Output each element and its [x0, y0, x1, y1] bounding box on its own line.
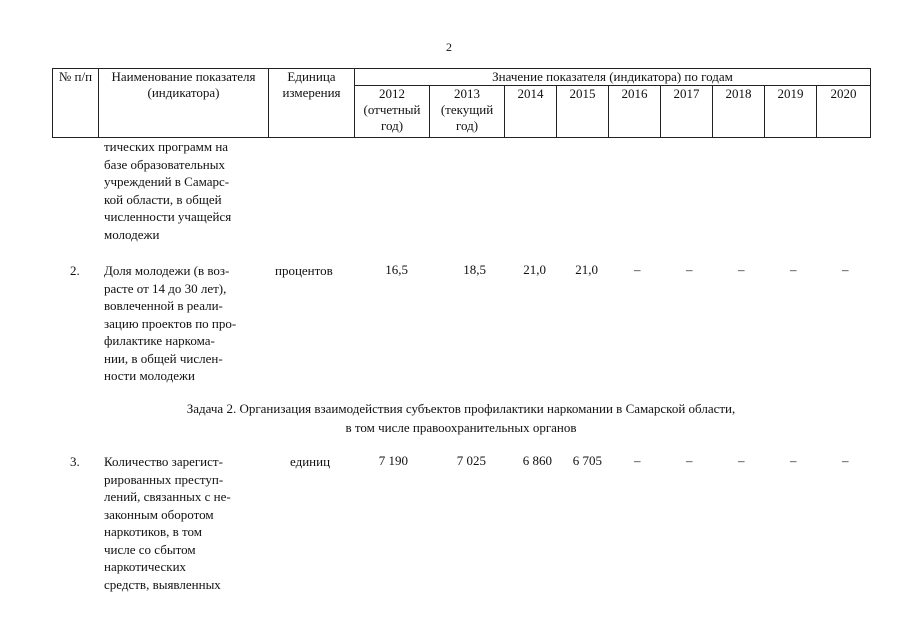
row3-value-2020: – [842, 453, 849, 468]
row2-indicator-name: Доля молодежи (в воз- расте от 14 до 30 лет), вовлеченной в реали- зацию проектов по про- филактике наркома- нии, в общей числен- ности молодежи [104, 263, 237, 383]
row3-value-2016: – [634, 453, 641, 468]
header-values-title: Значение показателя (индикатора) по годам [355, 69, 871, 86]
row2-value-2017: – [686, 262, 693, 277]
header-name: Наименование показателя (индикатора) [99, 69, 269, 138]
row3-value-2018: – [738, 453, 745, 468]
continued-indicator-name: тических программ на базе образовательных учреждений в Самарс- кой области, в общей численности учащейся молодежи [104, 139, 232, 242]
row3-unit: единиц [290, 454, 331, 469]
row2-value-2013: 18,5 [463, 262, 486, 277]
row2-value-2016: – [634, 262, 641, 277]
row3-number: 3. [70, 454, 80, 469]
header-year-2017: 2017 [661, 86, 713, 138]
header-year-2012: 2012 (отчетный год) [355, 86, 430, 138]
row3-indicator-name: Количество зарегист- рированных преступ- лений, связанных с не- законным оборотом наркотиков, в том числе со сбытом наркотических средств, выявленных [104, 454, 231, 592]
row3-value-2013: 7 025 [456, 453, 486, 468]
page-number: 2 [446, 40, 452, 54]
header-year-2019: 2019 [765, 86, 817, 138]
header-year-2016: 2016 [609, 86, 661, 138]
row2-value-2012: 16,5 [385, 262, 408, 277]
row3-value-2019: – [790, 453, 797, 468]
header-unit: Единица измерения [269, 69, 355, 138]
row2-value-2014: 21,0 [523, 262, 546, 277]
indicator-table-header [52, 68, 871, 138]
header-year-2015: 2015 [557, 86, 609, 138]
row2-value-2020: – [842, 262, 849, 277]
header-number: № п/п [53, 69, 99, 138]
header-year-2018: 2018 [713, 86, 765, 138]
row3-value-2017: – [686, 453, 693, 468]
task2-heading: Задача 2. Организация взаимодействия субъектов профилактики наркомании в Самарской области, в том числе правоохранительных органов [186, 401, 736, 435]
header-year-2013: 2013 (текущий год) [430, 86, 505, 138]
header-year-2020: 2020 [817, 86, 871, 138]
header-year-2014: 2014 [505, 86, 557, 138]
row3-value-2015: 6 705 [572, 453, 602, 468]
row3-value-2012: 7 190 [378, 453, 408, 468]
row2-number: 2. [70, 263, 80, 278]
row2-unit: процентов [275, 263, 333, 278]
row3-value-2014: 6 860 [522, 453, 552, 468]
row2-value-2018: – [738, 262, 745, 277]
row2-value-2015: 21,0 [575, 262, 598, 277]
row2-value-2019: – [790, 262, 797, 277]
